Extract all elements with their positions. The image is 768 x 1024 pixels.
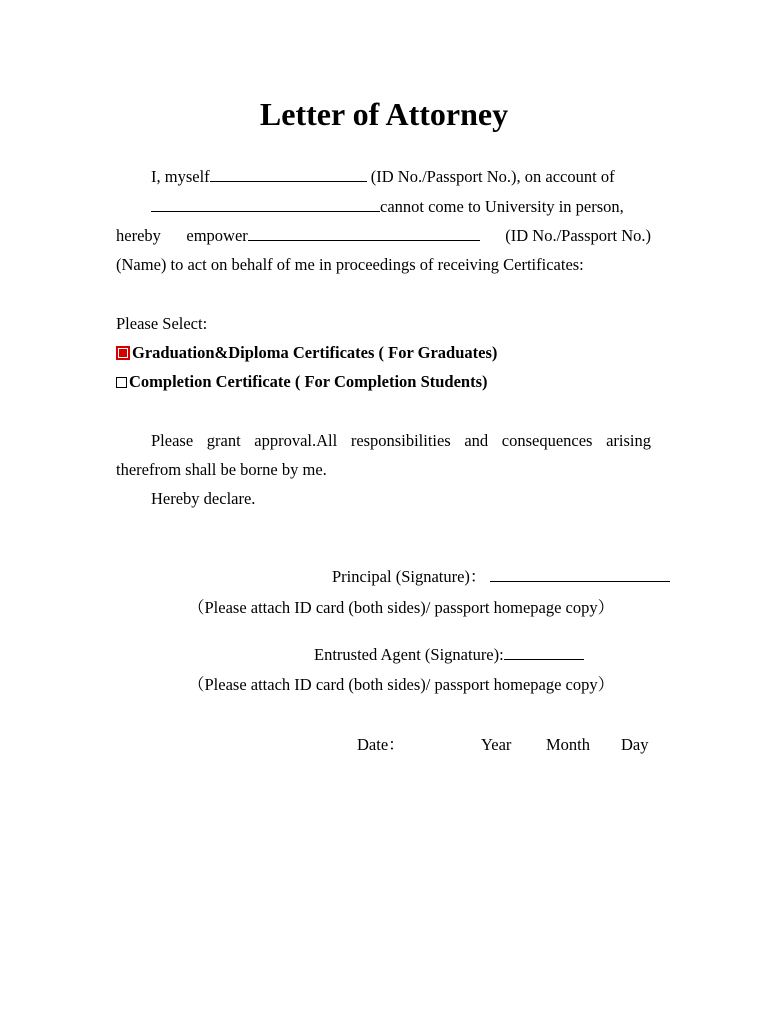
para1-line2 [151, 196, 624, 218]
completion-option-label: Completion Certificate ( For Completion Students) [129, 372, 488, 391]
completion-checkbox[interactable] [116, 377, 127, 388]
option-completion[interactable] [116, 371, 488, 393]
hereby-declare: Hereby declare. [151, 489, 256, 508]
agent-name-blank[interactable] [248, 225, 480, 241]
principal-attachment-note: （Please attach ID card (both sides)/ passport homepage copy） [188, 598, 615, 617]
agent-id-label: (ID No./Passport No.) [505, 226, 651, 245]
graduation-checkbox[interactable] [116, 346, 130, 360]
para1-line3 [116, 225, 651, 247]
para1-line4: (Name) to act on behalf of me in proceedings of receiving Certificates: [116, 255, 584, 274]
para2-line2: therefrom shall be borne by me. [116, 460, 327, 479]
principal-signature-label: Principal (Signature)： [332, 567, 487, 586]
para2-line1: Please grant approval.All responsibilities and consequences arising [151, 431, 651, 450]
principal-signature-row [332, 566, 670, 588]
date-year: Year [481, 735, 512, 754]
please-select-label: Please Select: [116, 314, 208, 333]
myself-label: I, myself [151, 167, 210, 186]
document-title: Letter of Attorney [259, 96, 509, 132]
agent-signature-label: Entrusted Agent (Signature): [314, 645, 504, 664]
date-month: Month [546, 735, 591, 754]
agent-signature-row [314, 644, 584, 666]
option-graduation[interactable] [116, 342, 497, 364]
agent-signature-line[interactable] [504, 644, 584, 660]
id-passport-label: (ID No./Passport No.), on account of [366, 167, 615, 186]
agent-attachment-note: （Please attach ID card (both sides)/ passport homepage copy） [188, 675, 615, 694]
date-day: Day [621, 735, 649, 754]
empower-word: empower [186, 226, 248, 245]
empower-group [186, 225, 479, 247]
cannot-come-label: cannot come to University in person, [380, 197, 624, 216]
id-number-blank[interactable] [210, 166, 367, 182]
principal-signature-line[interactable] [490, 566, 670, 582]
hereby-word: hereby [116, 226, 161, 245]
reason-blank[interactable] [151, 196, 380, 212]
date-label: Date： [357, 735, 405, 754]
graduation-option-label: Graduation&Diploma Certificates ( For Graduates) [132, 343, 498, 362]
para1-line1 [151, 166, 615, 188]
